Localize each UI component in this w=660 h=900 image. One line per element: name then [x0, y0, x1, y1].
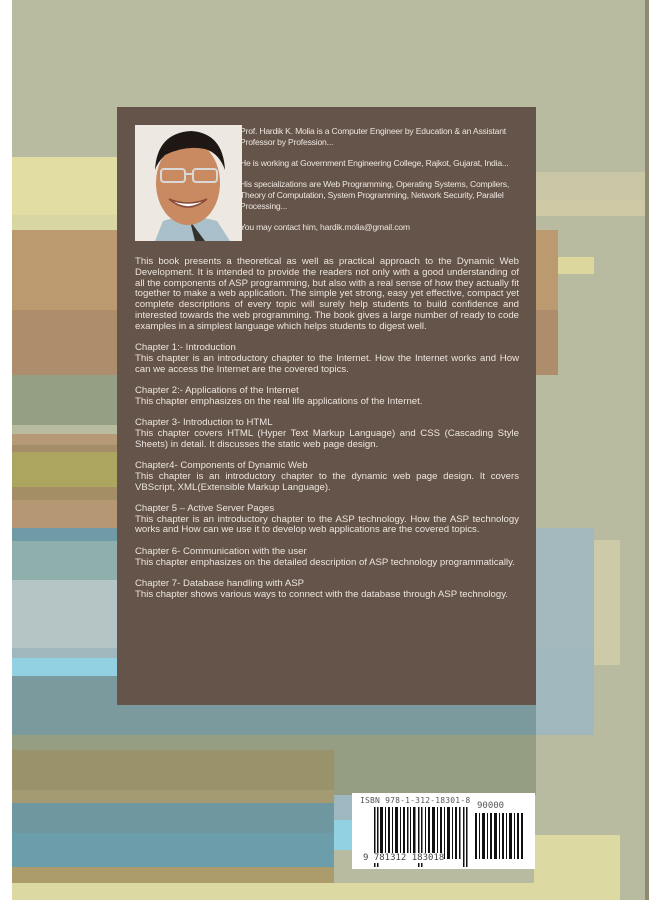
author-bio-line: He is working at Government Engineering College, Rajkot, Gujarat, India... — [240, 158, 509, 168]
chapter-item — [135, 461, 519, 493]
bg-band — [12, 215, 117, 230]
bg-band — [12, 580, 117, 648]
author-contact: You may contact him, hardik.molia@gmail.com — [240, 222, 410, 232]
chapter-item — [135, 504, 519, 536]
ean-number: 9 781312 183018 — [363, 853, 445, 863]
bg-band — [534, 835, 620, 883]
bg-band — [12, 157, 117, 215]
bg-band — [12, 445, 117, 452]
chapter-text: This chapter covers HTML (Hyper Text Markup Language) and CSS (Cascading Style Sheets) in detail. It discusses the static web page design. — [135, 427, 519, 450]
bg-band — [12, 867, 334, 883]
author-bio-line: Prof. Hardik K. Molia is a Computer Engineer by Education & an Assistant Professor by Profession... — [240, 126, 506, 147]
chapter-title: Chapter 1:- Introduction — [135, 342, 236, 354]
chapter-text: This chapter is an introductory chapter to the ASP technology. How the ASP technology works and How can we use it to develop web applications are the covered topics. — [135, 513, 519, 536]
chapter-title: Chapter 5 – Active Server Pages — [135, 502, 275, 514]
book-description: This book presents a theoretical as well as practical approach to the Dynamic Web Development. It is intended to provide the readers not only with a good understanding of all the components of ASP programming, but also with a real sense of how they actually fit together to make a web application. The simple yet strong, easy yet effective, compact yet complete descriptions of every topic will surely help students to build confidence and interested towards the web programming. The book gives a large number of ready to code examples in a simplest language which helps students to digest well. — [135, 256, 519, 332]
isbn-label: ISBN 978-1-312-18301-8 — [360, 796, 471, 805]
chapter-title: Chapter4- Components of Dynamic Web — [135, 459, 308, 471]
author-bio-line: His specializations are Web Programming, Operating Systems, Compilers, Theory of Computation, System Programming, Network Security, Parallel Processing... — [240, 179, 510, 211]
bg-band — [12, 500, 117, 528]
chapter-title: Chapter 3- Introduction to HTML — [135, 417, 273, 429]
book-back-cover — [12, 0, 645, 900]
chapter-item — [135, 418, 519, 450]
bg-band — [12, 790, 334, 803]
bg-band — [594, 540, 620, 665]
bg-band — [12, 541, 117, 580]
bg-band — [12, 375, 117, 425]
bg-band — [12, 883, 620, 900]
chapter-title: Chapter 6- Communication with the user — [135, 545, 307, 557]
bg-band — [334, 820, 354, 850]
bg-band — [12, 434, 117, 445]
author-portrait-icon — [135, 125, 242, 241]
bg-band — [12, 487, 117, 500]
chapter-text: This chapter emphasizes on the real life applications of the Internet. — [135, 395, 423, 407]
bg-band — [558, 257, 594, 274]
bg-band — [334, 795, 354, 820]
bg-band — [12, 425, 117, 434]
bg-band — [12, 658, 117, 676]
price-barcode-icon — [475, 813, 525, 859]
chapter-item — [135, 579, 519, 601]
author-bio — [240, 126, 525, 243]
chapter-title: Chapter 2:- Applications of the Internet — [135, 384, 299, 396]
bg-band — [536, 656, 594, 735]
bg-band — [12, 452, 117, 487]
chapter-text: This chapter is an introductory chapter to the dynamic web page design. It covers VBScript, XML(Extensible Markup Language). — [135, 470, 519, 493]
bg-band — [12, 750, 334, 790]
author-photo — [135, 125, 242, 241]
cover-spine-edge — [645, 0, 649, 900]
book-description-section — [135, 257, 519, 611]
chapter-title: Chapter 7- Database handling with ASP — [135, 577, 305, 589]
isbn-barcode — [352, 793, 535, 869]
content-panel — [117, 107, 536, 705]
bg-band — [536, 528, 594, 656]
bg-band — [12, 833, 334, 867]
chapter-item — [135, 386, 519, 408]
bg-band — [12, 803, 334, 833]
chapter-text: This chapter is an introductory chapter to the Internet. How the Internet works and How can we access the Internet are the covered topics. — [135, 352, 519, 375]
chapter-text: This chapter emphasizes on the detailed description of ASP technology programmatically. — [135, 556, 515, 568]
chapter-item — [135, 343, 519, 375]
price-code: 90000 — [477, 801, 505, 811]
chapter-text: This chapter shows various ways to connect with the database through ASP technology. — [135, 588, 508, 600]
chapter-item — [135, 547, 519, 569]
